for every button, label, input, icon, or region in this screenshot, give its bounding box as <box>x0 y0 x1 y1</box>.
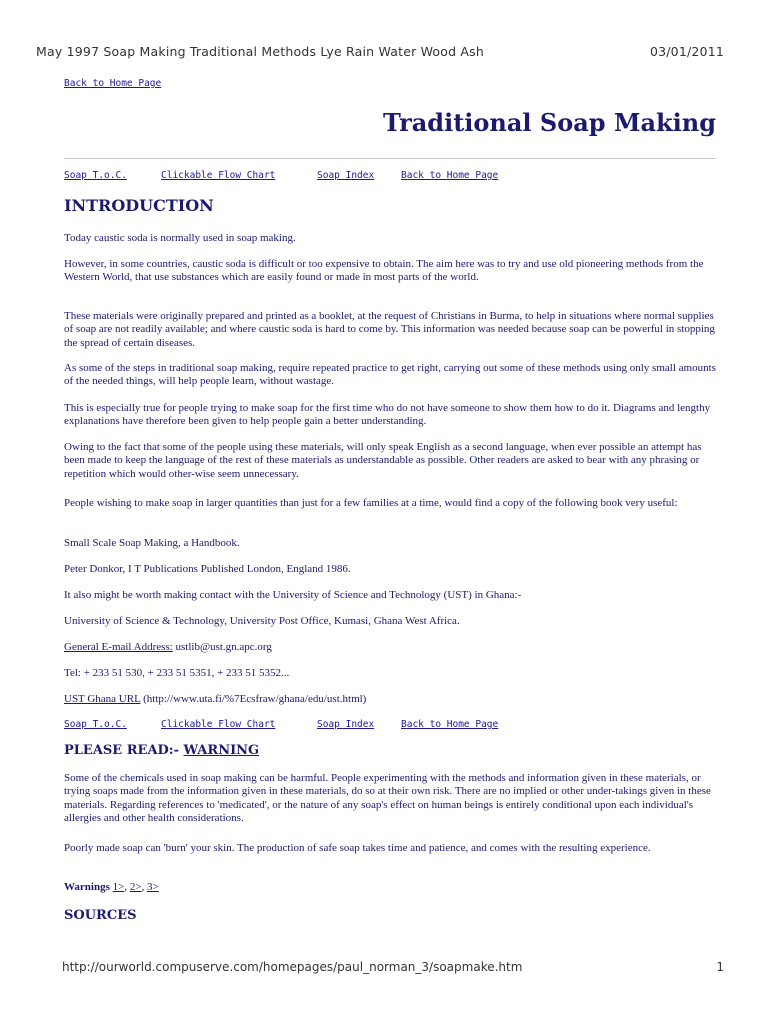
ust-contact: It also might be worth making contact with the University of Science and Technology (UST) in Ghana:- <box>64 589 522 601</box>
soap-toc-link[interactable]: Soap T.o.C. <box>64 170 127 181</box>
ust-address: University of Science & Technology, University Post Office, Kumasi, Ghana West Africa. <box>64 615 460 627</box>
soap-toc-link[interactable]: Soap T.o.C. <box>64 719 127 730</box>
warning-paragraph-1: Some of the chemicals used in soap making can be harmful. People experimenting with the methods and information given in these materials, or trying soaps made from the information given in these materials, do so at their own risk. There are no implied or other under-takings given in these materials. Regarding references to 'medicated', or the nature of any soap's effect on human beings is entirely conditional upon each individual's allergies and other health considerations. <box>64 772 711 825</box>
email-address: ustlib@ust.gn.apc.org <box>172 641 272 653</box>
book-publisher: Peter Donkor, I T Publications Published London, England 1986. <box>64 563 351 575</box>
warning-1-link[interactable]: 1> <box>112 881 125 893</box>
soap-index-link[interactable]: Soap Index <box>317 170 375 181</box>
soap-index-link[interactable]: Soap Index <box>317 719 375 730</box>
header-title: May 1997 Soap Making Traditional Methods Lye Rain Water Wood Ash <box>36 44 485 59</box>
intro-paragraph-6: Owing to the fact that some of the people using these materials, will only speak English as a second language, when ever possible an attempt has been made to keep the language of the rest of these materials as understandable as possible. Other readers are asked to bear with any phrasing or repetition which would other-wise seem unnecessary. <box>64 441 702 480</box>
warning-2-link[interactable]: 2> <box>129 881 142 893</box>
email-line <box>64 641 716 654</box>
intro-paragraph-7: People wishing to make soap in larger quantities than just for a few families at a time, would find a copy of the following book very useful: <box>64 497 678 509</box>
warning-heading <box>64 743 259 758</box>
header-date: 03/01/2011 <box>649 44 724 59</box>
back-home-link[interactable]: Back to Home Page <box>401 719 499 730</box>
warnings-separator-1: , <box>124 881 130 893</box>
flow-chart-link[interactable]: Clickable Flow Chart <box>161 170 276 181</box>
warnings-links <box>64 881 716 894</box>
back-home-link-top[interactable]: Back to Home Page <box>64 78 162 89</box>
url-line <box>64 693 716 706</box>
warnings-label: Warnings <box>64 881 110 893</box>
divider <box>64 158 716 159</box>
warning-link[interactable]: WARNING <box>183 743 260 758</box>
sources-heading: SOURCES <box>64 908 137 923</box>
intro-paragraph-3: These materials were originally prepared and printed as a booklet, at the request of Christians in Burma, to help in situations where normal supplies of soap are not readily available; and where caustic soda is hard to come by. This information was needed because soap can be powerful in stopping the spread of certain diseases. <box>64 310 715 349</box>
intro-paragraph-1: Today caustic soda is normally used in soap making. <box>64 232 296 244</box>
intro-paragraph-2: However, in some countries, caustic soda is difficult or too expensive to obtain. The aim here was to try and use old pioneering methods from the Western World, that use substances which are easily found or made in most parts of the world. <box>64 258 704 284</box>
ust-url-text: (http://www.uta.fi/%7Ecsfraw/ghana/edu/ust.html) <box>140 693 367 705</box>
warning-heading-prefix: PLEASE READ:- <box>64 743 184 758</box>
page-title: Traditional Soap Making <box>382 108 716 137</box>
back-home-link[interactable]: Back to Home Page <box>401 170 499 181</box>
intro-paragraph-4: As some of the steps in traditional soap making, require repeated practice to get right, carrying out some of these methods using only small amounts of the needed things, will help people learn, without wastage. <box>64 362 716 388</box>
flow-chart-link[interactable]: Clickable Flow Chart <box>161 719 276 730</box>
print-footer <box>62 960 724 974</box>
book-title: Small Scale Soap Making, a Handbook. <box>64 537 240 549</box>
page-number: 1 <box>716 960 724 974</box>
intro-heading: INTRODUCTION <box>64 196 214 215</box>
print-header <box>36 44 724 59</box>
telephone-line: Tel: + 233 51 530, + 233 51 5351, + 233 51 5352... <box>64 667 290 679</box>
warnings-separator-2: , <box>141 881 148 893</box>
warning-3-link[interactable]: 3> <box>147 881 159 893</box>
intro-paragraph-5: This is especially true for people trying to make soap for the first time who do not have someone to show them how to do it. Diagrams and lengthy explanations have therefore been given to help people gain a better understanding. <box>64 402 711 428</box>
email-link[interactable]: General E-mail Address: <box>64 641 173 653</box>
footer-url: http://ourworld.compuserve.com/homepages/paul_norman_3/soapmake.htm <box>62 960 523 974</box>
ust-url-link[interactable]: UST Ghana URL <box>64 693 141 705</box>
warning-paragraph-2: Poorly made soap can 'burn' your skin. The production of safe soap takes time and patience, and comes with the resulting experience. <box>64 842 651 854</box>
